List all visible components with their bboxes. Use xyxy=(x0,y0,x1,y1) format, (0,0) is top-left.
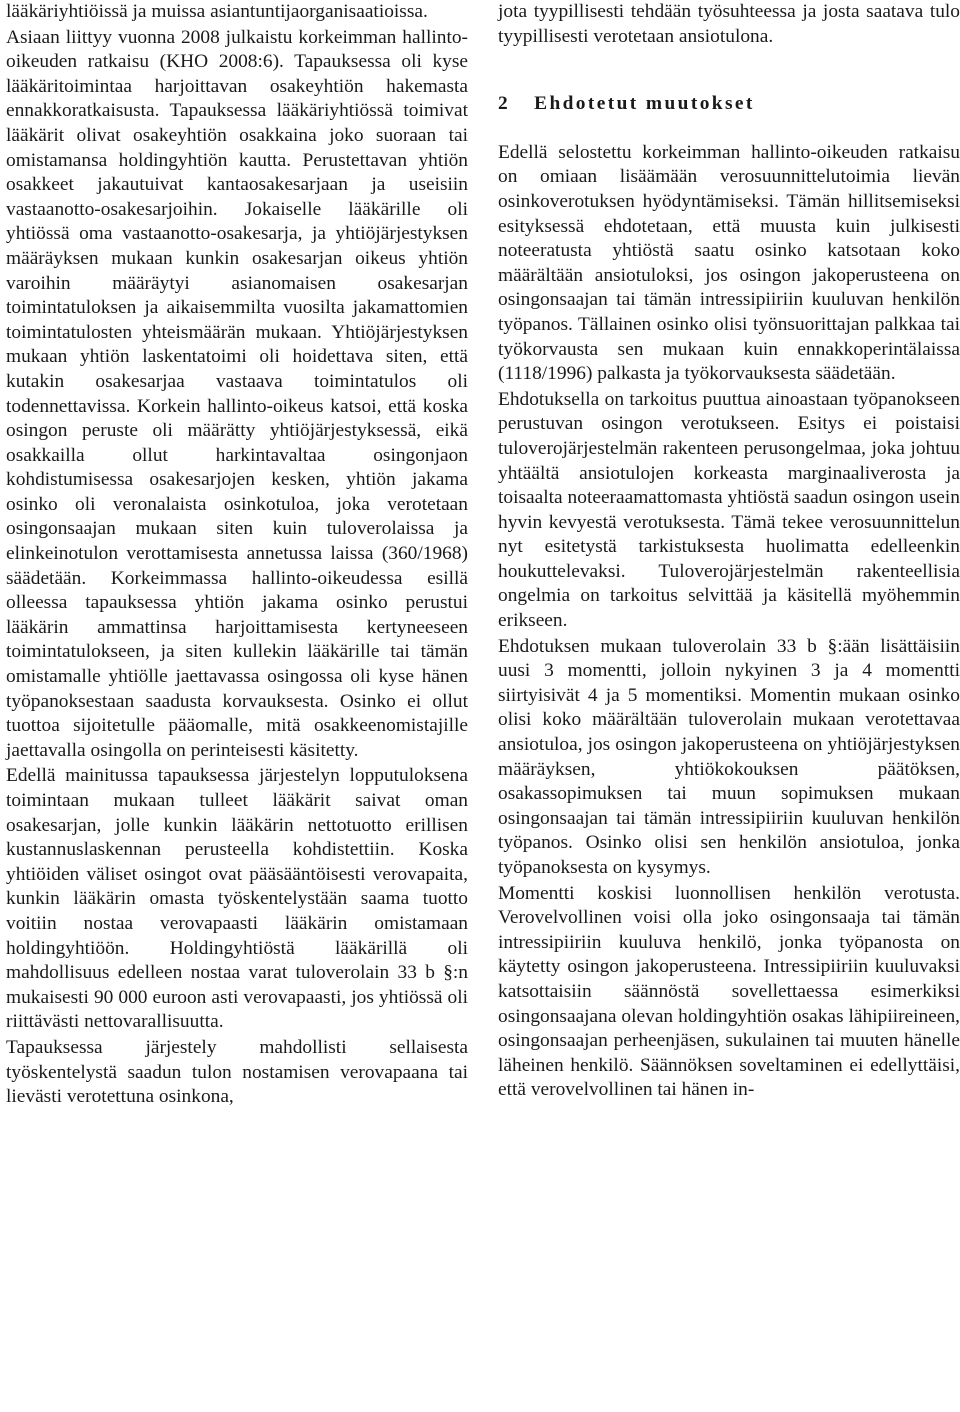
paragraph: Asiaan liittyy vuonna 2008 julkaistu korkeimman hallinto-oikeuden ratkaisu (KHO 2008:6). Tapauksessa oli kyse lääkäritoimintaa harjoittavan osakeyhtiön hakemasta ennakkoratkaisusta. Tapauksessa lääkäriyhtiössä toimivat lääkärit olivat osakeyhtiön osakkaina joko suoraan tai omistamansa holdingyhtiön kautta. Perustettavan yhtiön osakkeet jakautuivat kantaosakesarjaan ja useisiin vastaanotto-osakesarjoihin. Jokaiselle lääkärille oli yhtiössä oma vastaanotto-osakesarja, ja yhtiöjärjestyksen määräyksen mukaan kunkin osakesarjan oikeus yhtiön varoihin määräytyi asianomaisen osakesarjan toimintatuloksen ja aikaisemmilta vuosilta jakamattomien toimintatulosten yhteismäärän mukaan. Yhtiöjärjestyksen mukaan yhtiön laskentatoimi oli hoidettava siten, että kutakin osakesarjaa vastaava toimintatulos oli todennettavissa. Korkein hallinto-oikeus katsoi, että koska osingon peruste oli määrätty yhtiöjärjestyksessä, eikä osakkailla ollut harkintavaltaa osingonjaon kohdistumisessa osakesarjojen kesken, yhtiön jakama osinko oli veronalaista osinkotuloa, joka verotetaan osingonsaajan mukaan siten kuin tuloverolaissa ja elinkeinotulon verottamisesta annetussa laissa (360/1968) säädetään. Korkeimmassa hallinto-oikeudessa esillä olleessa tapauksessa yhtiön jakama osinko perustui lääkärin ammattinsa harjoittamisesta kertyneeseen toimintatulokseen, ja siten kullekin lääkärille tai tämän omistamalle yhtiölle jaettavassa osingossa oli kyse hänen työpanoksestaan saadusta korvauksesta. Osinko ei ollut tuottoa sijoitetulle pääomalle, mitä osakkeenomistajille jaettavalla osingolla on perinteisesti käsitetty. xyxy=(6,26,468,761)
paragraph: jota tyypillisesti tehdään työsuhteessa ja josta saatava tulo tyypillisesti verotetaan ansiotulona. xyxy=(498,1,960,47)
paragraph: Edellä mainitussa tapauksessa järjestelyn lopputuloksena toimintaan mukaan tulleet lääkärit saivat oman osakesarjan, jolle kunkin lääkärin nettotuotto erillisen kustannuslaskennan perusteella kohdistettiin. Koska yhtiöiden väliset osingot ovat pääsääntöisesti verovapaita, kunkin lääkärin omasta työskentelystään saama tuotto voitiin nostaa verovapaasti lääkärin omistamaan holdingyhtiöön. Holdingyhtiöstä lääkärillä oli mahdollisuus edelleen nostaa varat tuloverolain 33 b §:n mukaisesti 90 000 euroon asti verovapaasti, jos yhtiössä oli riittävästi nettovarallisuutta. xyxy=(6,765,468,1033)
paragraph: lääkäriyhtiöissä ja muissa asiantuntijaorganisaatioissa. xyxy=(6,1,428,22)
right-column xyxy=(498,0,960,1103)
paragraph: Tapauksessa järjestely mahdollisti sellaisesta työskentelystä saadun tulon nostamisen verovapaana tai lievästi verotettuna osinkona, xyxy=(6,1036,468,1108)
section-number: 2 xyxy=(498,93,511,115)
left-column xyxy=(6,0,468,1110)
paragraph: Ehdotuksella on tarkoitus puuttua ainoastaan työpanokseen perustuvan osingon verotukseen. Esitys ei poistaisi tuloverojärjestelmän rakenteen perusongelmaa, joka johtuu yhtäältä ansiotulojen korkeasta marginaaliverosta ja toisaalta noteeraamattomasta yhtiöstä saadun osingon usein hyvin kevyestä verotuksesta. Tämä tekee verosuunnittelun nyt esitetystä tarkistuksesta huolimatta edelleenkin houkuttelevaksi. Tuloverojärjestelmän rakenteellisia ongelmia on tarkoitus selvittää ja käsitellä myöhemmin erikseen. xyxy=(498,388,960,632)
section-title: Ehdotetut muutokset xyxy=(534,93,755,115)
paragraph: Ehdotuksen mukaan tuloverolain 33 b §:ään lisättäisiin uusi 3 momentti, jolloin nykyinen 3 ja 4 momentti siirtyisivät 4 ja 5 momentiksi. Momentin mukaan osinko olisi koko määrältään tuloverolain mukaan verotettavaa ansiotuloa, jos osingon jakoperusteena on yhtiöjärjestyksen määräyksen, yhtiökokouksen päätöksen, osakassopimuksen tai muun sopimuksen mukaan osingonsaajan tai tämän intressipiiriin kuuluvan henkilön työpanos. Osinko olisi sen henkilön ansiotuloa, jonka työpanoksesta on kysymys. xyxy=(498,635,960,878)
paragraph: Edellä selostettu korkeimman hallinto-oikeuden ratkaisu on omiaan lisäämään verosuunnittelutoimia lievän osinkoverotuksen hyödyntämiseksi. Tämän hillitsemiseksi esityksessä ehdotetaan, että muusta kuin julkisesti noteeratusta yhtiöstä saatu osinko katsotaan koko määrältään ansiotuloksi, jos osingon jakoperusteena on osingonsaajan tai tämän intressipiiriin kuuluvan henkilön työpanos. Tällainen osinko olisi työnsuorittajan palkkaa tai työkorvausta sen mukaan kuin ennakkoperintälaissa (1118/1996) palkasta ja työkorvauksesta säädetään. xyxy=(498,141,960,385)
paragraph: Momentti koskisi luonnollisen henkilön verotusta. Verovelvollinen voisi olla joko osingonsaaja tai tämän intressipiiriin kuuluva henkilö, jonka työpanosta on käytetty osingon jakoperusteena. Intressipiiriin kuuluvaksi katsottaisiin säännöstä sovellettaessa esimerkiksi osingonsaajana olevan holdingyhtiön osakas lähipiireineen, osingonsaajan perheenjäsen, sukulainen tai muuten hänelle läheinen henkilö. Säännöksen soveltaminen ei edellyttäisi, että verovelvollinen tai hänen in- xyxy=(498,882,960,1101)
section-heading xyxy=(498,92,960,117)
